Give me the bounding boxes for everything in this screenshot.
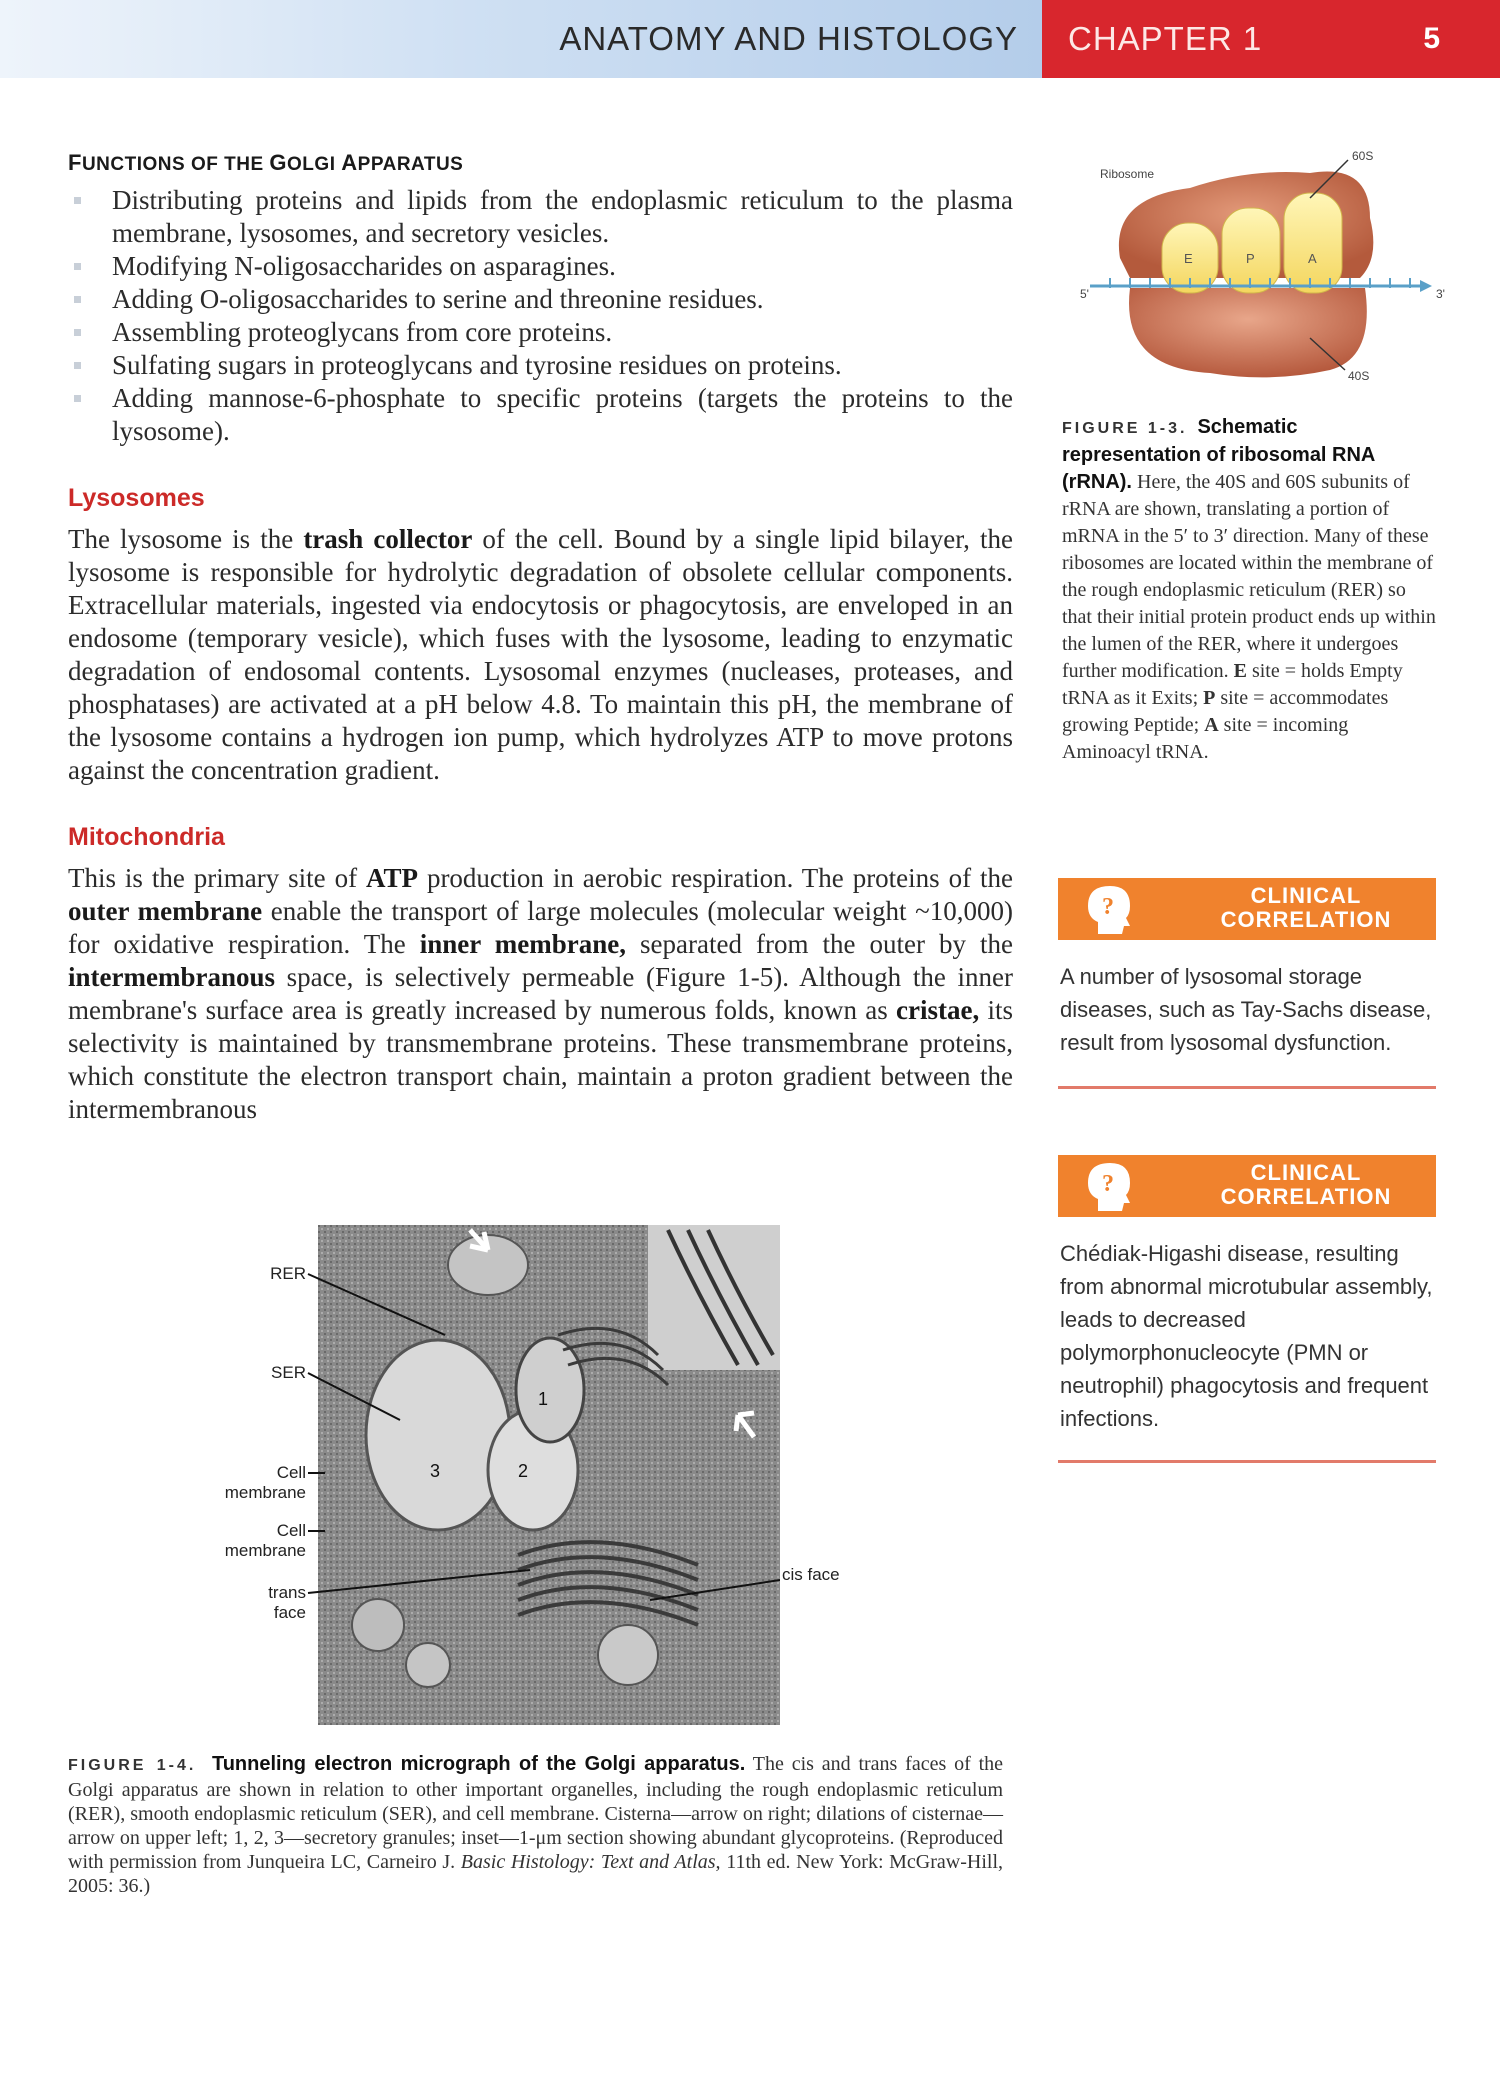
clinical-correlation-banner	[1058, 1155, 1436, 1217]
svg-text:?: ?	[1102, 894, 1114, 920]
divider	[1058, 1086, 1436, 1089]
lysosomes-heading: Lysosomes	[68, 484, 205, 512]
lysosomes-paragraph: The lysosome is the trash collector of the cell. Bound by a single lipid bilayer, the lysosome is responsible for hydrolytic degradation of obsolete cellular components. Extracellular materials, ingested via endocytosis or phagocytosis, are enveloped in an endosome (temporary vesicle), which fuses with the lysosome, leading to enzymatic degradation of endosomal contents. Lysosomal enzymes (nucleases, proteases, and phosphatases) are activated at a pH below 4.8. To maintain this pH, the membrane of the lysosome contains a hydrogen ion pump, which hydrolyzes ATP to move protons against the concentration gradient.	[68, 524, 1013, 785]
page-number: 5	[1423, 22, 1440, 55]
main-column	[68, 150, 1013, 1126]
granule-label-3: 3	[430, 1461, 441, 1481]
figure-4-caption: FIGURE 1-4. Tunneling electron micrograph of the Golgi apparatus. The cis and trans faces of the Golgi apparatus are shown in relation to other important organelles, including the rough endoplasmic reticulum (RER), smooth endoplasmic reticulum (SER), and cell membrane. Cisterna—arrow on right; dilations of cisternae—arrow on upper left; 1, 2, 3—secretory granules; inset—1-μm section showing abundant glycoproteins. (Reproduced with permission from Junqueira LC, Carneiro J. Basic Histology: Text and Atlas, 11th ed. New York: McGraw-Hill, 2005: 36.)	[68, 1753, 1004, 1897]
three-prime-label: 3'	[1436, 287, 1445, 301]
ser-label: SER	[271, 1363, 306, 1382]
list-item: Sulfating sugars in proteoglycans and tyrosine residues on proteins.	[68, 349, 1013, 382]
five-prime-label: 5'	[1080, 287, 1089, 301]
list-item: Assembling proteoglycans from core proteins.	[68, 316, 1013, 349]
golgi-functions-list	[68, 184, 1013, 448]
golgi-micrograph-figure	[200, 1225, 780, 1725]
clinical-correlation-box	[1058, 878, 1436, 1059]
divider	[1058, 1460, 1436, 1463]
svg-text:?: ?	[1102, 1171, 1114, 1197]
list-item: Distributing proteins and lipids from the endoplasmic reticulum to the plasma membrane, lysosomes, and secretory vesicles.	[68, 184, 1013, 250]
golgi-functions-heading: FUNCTIONS OF THE GOLGI APPARATUS	[68, 150, 464, 175]
mitochondria-heading: Mitochondria	[68, 823, 225, 851]
clinical-correlation-text: Chédiak-Higashi disease, resulting from abnormal microtubular assembly, leads to decreased polymorphonucleocyte (PMN or neutrophil) phagocytosis and frequent infections.	[1060, 1241, 1433, 1431]
rer-label: RER	[270, 1264, 306, 1283]
40s-label: 40S	[1348, 369, 1370, 383]
head-question-icon	[1080, 1157, 1138, 1215]
granule-label-1: 1	[538, 1389, 549, 1409]
figure-3-caption: FIGURE 1-3. Schematic representation of ribosomal RNA (rRNA). Here, the 40S and 60S subunits of rRNA are shown, translating a portion of mRNA in the 5′ to 3′ direction. Many of these ribosomes are located within the membrane of the rough endoplasmic reticulum (RER) so that their initial protein product ends up within the lumen of the RER, where it undergoes further modification. E site = holds Empty tRNA as it Exits; P site = accommodates growing Peptide; A site = incoming Aminoacyl tRNA.	[1062, 416, 1436, 763]
list-item: Modifying N-oligosaccharides on asparagines.	[68, 250, 1013, 283]
clinical-correlation-title: CLINICAL CORRELATION	[1220, 1160, 1392, 1209]
60s-label: 60S	[1352, 149, 1374, 163]
granule-label-2: 2	[518, 1461, 529, 1481]
cell-membrane-label-2: Cell membrane	[224, 1521, 306, 1560]
ribosome-label: Ribosome	[1100, 167, 1155, 181]
head-question-icon	[1080, 880, 1138, 938]
mitochondria-paragraph: This is the primary site of ATP production in aerobic respiration. The proteins of the outer membrane enable the transport of large molecules (molecular weight ~10,000) for oxidative respiration. The inner membrane, separated from the outer by the intermembranous space, is selectively permeable (Figure 1-5). Although the inner membrane's surface area is greatly increased by numerous folds, known as cristae, its selectivity is maintained by transmembrane proteins. These transmembrane proteins, which constitute the electron transport chain, maintain a proton gradient between the intermembranous	[68, 863, 1014, 1124]
list-item: Adding mannose-6-phosphate to specific proteins (targets the proteins to the lysosome).	[68, 382, 1013, 448]
a-site-label: A	[1308, 251, 1317, 266]
clinical-correlation-title: CLINICAL CORRELATION	[1220, 883, 1392, 932]
chapter-label: CHAPTER 1	[1068, 20, 1263, 57]
clinical-correlation-box	[1058, 1155, 1436, 1435]
cell-membrane-label-1: Cell membrane	[224, 1463, 306, 1502]
list-item: Adding O-oligosaccharides to serine and threonine residues.	[68, 283, 1013, 316]
clinical-correlation-text: A number of lysosomal storage diseases, such as Tay-Sachs disease, result from lysosomal dysfunction.	[1060, 964, 1432, 1055]
p-site-label: P	[1246, 251, 1255, 266]
cis-face-label: cis face	[782, 1565, 840, 1584]
trans-face-label: trans face	[268, 1583, 306, 1622]
e-site-label: E	[1184, 251, 1193, 266]
page-header	[0, 0, 1500, 78]
running-title: ANATOMY AND HISTOLOGY	[559, 20, 1018, 57]
clinical-correlation-banner	[1058, 878, 1436, 940]
ribosome-diagram	[1070, 148, 1450, 396]
